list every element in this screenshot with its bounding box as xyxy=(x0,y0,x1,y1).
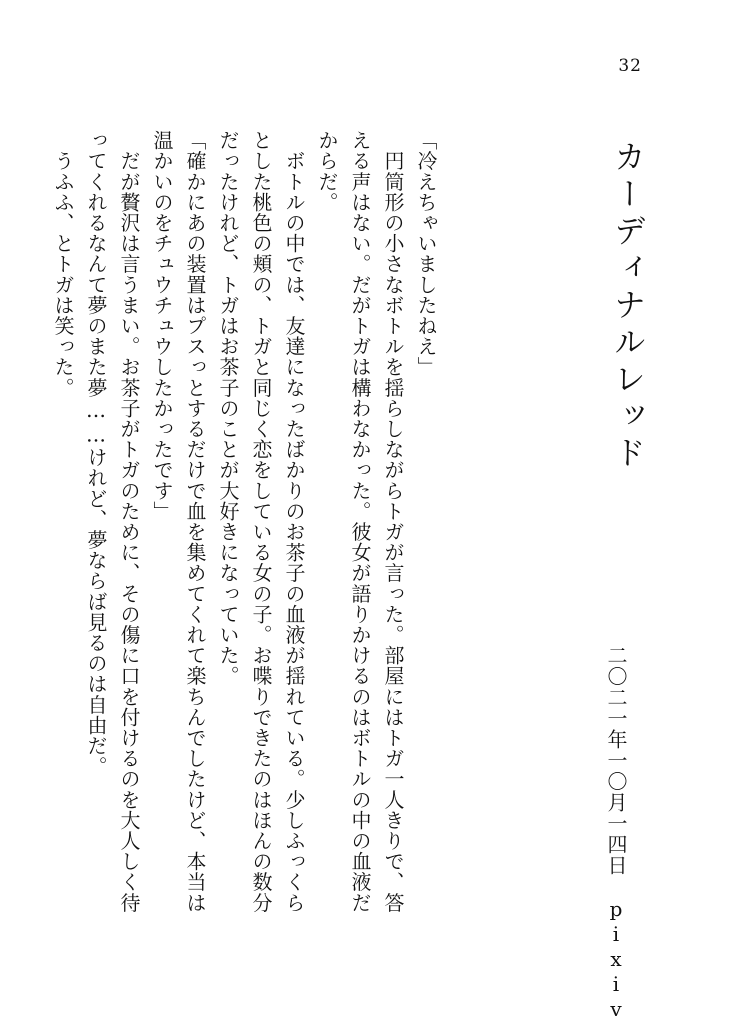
paragraph: 「冷えちゃいましたねえ」 xyxy=(414,130,438,378)
story-title: カーディナルレッド xyxy=(609,140,647,473)
paragraph: だが贅沢は言うまい。お茶子がトガのために、その傷に口を付けるのを大人しく待ってくれるなんて夢のまた夢……けれど、夢ならば見るのは自由だ。 xyxy=(84,130,141,913)
paragraph: ボトルの中では、友達になったばかりのお茶子の血液が揺れている。少しふっくらとした桃色の頬の、トガと同じく恋をしている女の子。お喋りできたのはほんの数分だったけれど、トガはお茶子のことが大好きになっていた。 xyxy=(216,130,306,913)
story-body xyxy=(51,130,442,930)
page-number: 32 xyxy=(618,56,642,76)
paragraph: 円筒形の小さなボトルを揺らしながらトガが言った。部屋にはトガ一人きりで、答える声はない。だがトガは構わなかった。彼女が語りかけるのはボトルの中の血液だからだ。 xyxy=(315,130,405,913)
paragraph: 「確かにあの装置はプスっとするだけで血を集めてくれて楽ちんでしたけど、本当は温かいのをチュウチュウしたかったです」 xyxy=(150,130,207,913)
paragraph: うふふ、とトガは笑った。 xyxy=(51,130,75,398)
publication-date: 二〇二一年一〇月一四日 pixiv xyxy=(604,645,628,1022)
